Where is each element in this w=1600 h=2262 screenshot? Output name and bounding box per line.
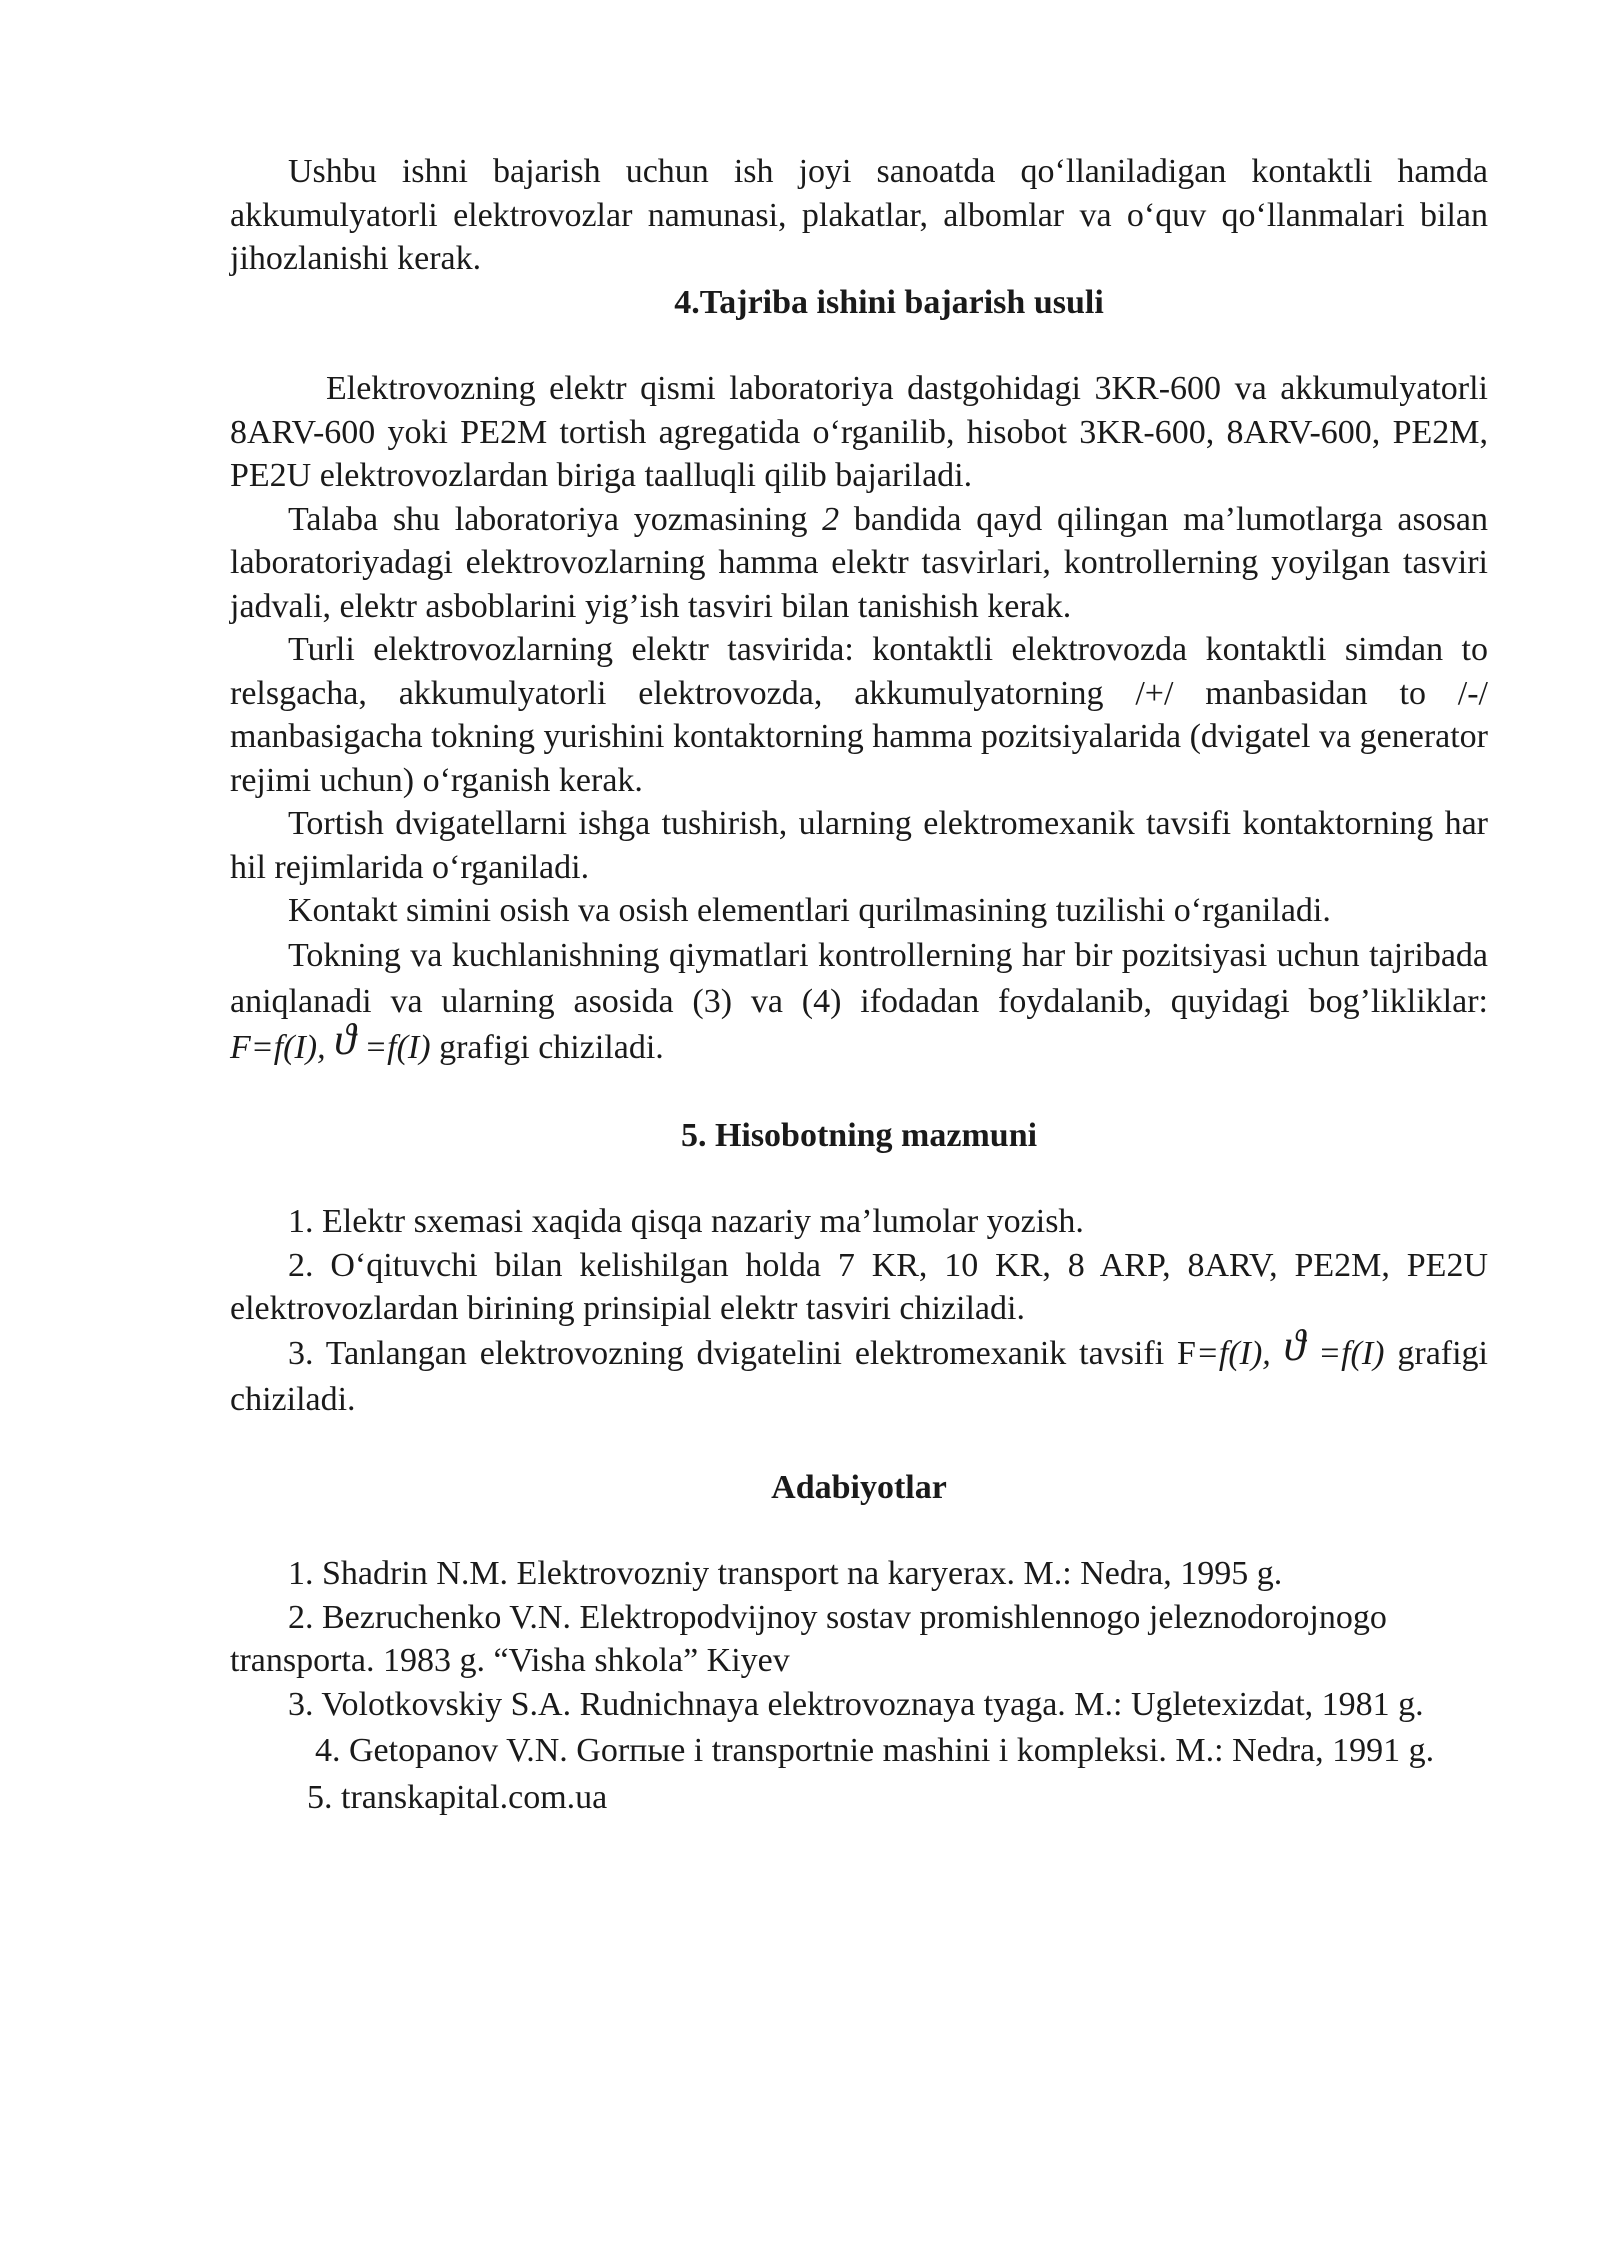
reference-4: 4. Getopanov V.N. Gorпые i transportnie mashini i kompleksi. M.: Nedra, 1991 g.: [315, 1732, 1435, 1769]
p2-number: 2: [822, 500, 840, 538]
item3-text-b: grafigi chiziladi.: [230, 1334, 1488, 1418]
p6-text-b: grafigi chiziladi.: [430, 1028, 664, 1066]
p6-text-a: Tokning va kuchlanishning qiymatlari kontrollerning har bir pozitsiyasi uchun tajribada aniqlanadi va ularning asosida (3) va (4) ifodadan foydalanib, quyidagi bog’likliklar:: [230, 936, 1488, 1020]
section-4-heading: 4.Tajriba ishini bajarish usuli: [674, 283, 1104, 321]
reference-5: 5. transkapital.com.ua: [307, 1779, 608, 1816]
section-5-item-3: [230, 1320, 1488, 1423]
item3-text-a: 3. Tanlangan elektrovozning dvigatelini elektromexanik tavsifi F: [288, 1334, 1196, 1372]
p6-formula-1: F=f(I),: [230, 1028, 326, 1066]
section-4-paragraph-6: [230, 933, 1488, 1071]
section-5-item-1: 1. Elektr sxemasi xaqida qisqa nazariy ma’lumolar yozish.: [288, 1203, 1084, 1240]
p6-formula-2: =f(I): [355, 1028, 431, 1066]
item3-formula-2: =f(I): [1305, 1334, 1385, 1372]
theta-symbol: ϑ: [1283, 1320, 1306, 1370]
reference-1: 1. Shadrin N.M. Elektrovozniy transport na karyerax. M.: Nedra, 1995 g.: [288, 1555, 1283, 1592]
reference-2: 2. Bezruchenko V.N. Elektropodvijnoy sostav promishlennogo jeleznodorojnogo transporta. 1983 g. “Visha shkola” Kiyev: [230, 1598, 1387, 1679]
section-4-paragraph-4: Tortish dvigatellarni ishga tushirish, ularning elektromexanik tavsifi kontaktorning har hil rejimlarida o‘rganiladi.: [230, 805, 1488, 886]
section-4-paragraph-2: [230, 498, 1488, 629]
section-4-paragraph-5: Kontakt simini osish va osish elementlari qurilmasining tuzilishi o‘rganiladi.: [288, 892, 1331, 929]
spacer: [230, 1423, 1488, 1466]
spacer: [230, 1157, 1488, 1200]
spacer: [230, 1509, 1488, 1552]
section-5-item-2: 2. O‘qituvchi bilan kelishilgan holda 7 KR, 10 KR, 8 ARP, 8ARV, PE2M, PE2U elektrovozlardan birining prinsipial elektr tasviri chiziladi.: [230, 1246, 1488, 1327]
section-5-heading: 5. Hisobotning mazmuni: [680, 1116, 1038, 1154]
p2-text-b: bandida qayd qilingan ma’lumotlarga asosan laboratoriyadagi elektrovozlarning hamma elektr tasvirlari, kontrollerning yoyilgan tasviri jadvali, elektr asboblarini yig’ish tasviri bilan tanishish kerak.: [230, 500, 1489, 625]
page-content: [230, 150, 1488, 1820]
spacer: [230, 1071, 1488, 1114]
spacer: [230, 324, 1488, 367]
intro-paragraph: Ushbu ishni bajarish uchun ish joyi sanoatda qo‘llaniladigan kontaktli hamda akkumulyatorli elektrovozlar namunasi, plakatlar, albomlar va o‘quv qo‘llanmalari bilan jihozlanishi kerak.: [230, 153, 1488, 277]
theta-symbol: ϑ: [334, 1014, 356, 1064]
references-heading: Adabiyotlar: [771, 1468, 947, 1506]
section-4-paragraph-1: Elektrovozning elektr qismi laboratoriya dastgohidagi 3KR-600 va akkumulyatorli 8ARV-600 yoki PE2M tortish agregatida o‘rganilib, hisobot 3KR-600, 8ARV-600, PE2M, PE2U elektrovozlardan biriga taalluqli qilib bajariladi.: [230, 370, 1488, 494]
reference-3: 3. Volotkovskiy S.A. Rudnichnaya elektrovoznaya tyaga. M.: Ugletexizdat, 1981 g.: [288, 1685, 1424, 1723]
section-4-paragraph-3: Turli elektrovozlarning elektr tasvirida: kontaktli elektrovozda kontaktli simdan to relsgacha, akkumulyatorli elektrovozda, akkumulyatorning /+/ manbasidan to /-/ manbasigacha tokning yurishini kontaktorning hamma pozitsiyalarida (dvigatel va generator rejimi uchun) o‘rganish kerak.: [230, 631, 1488, 799]
p2-text-a: Talaba shu laboratoriya yozmasining: [288, 500, 823, 538]
item3-formula-1: =f(I),: [1195, 1334, 1271, 1372]
